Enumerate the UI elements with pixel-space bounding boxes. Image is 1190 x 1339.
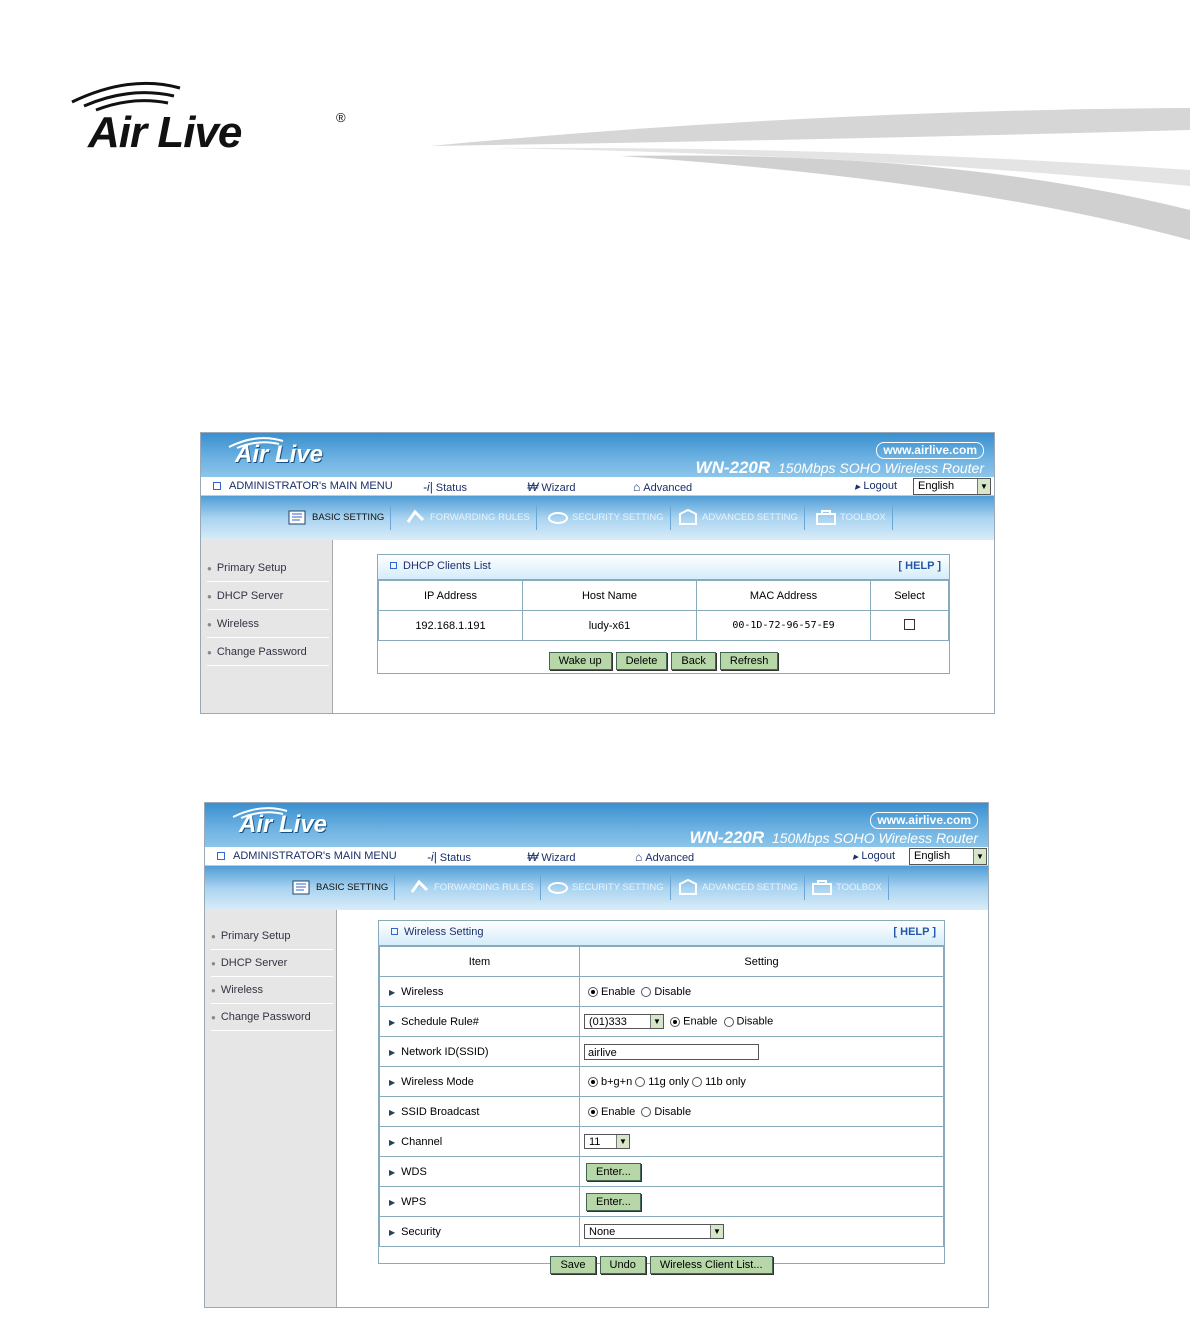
square-bullet-icon — [390, 562, 397, 569]
row-ssid — [380, 1037, 944, 1067]
tab-toolbox[interactable]: TOOLBOX — [811, 876, 889, 900]
sidebar-item-wireless[interactable]: ● Wireless — [207, 611, 329, 638]
sidebar — [205, 910, 337, 1307]
security-icon — [547, 508, 569, 526]
advanced-link[interactable]: ⌂ Advanced — [635, 850, 695, 864]
logo-text: Air Live — [88, 108, 242, 157]
wireless-settings-table — [379, 946, 944, 1247]
security-icon — [547, 878, 569, 896]
advanced-setting-icon — [677, 508, 699, 526]
row-schedule — [380, 1007, 944, 1037]
router-banner — [201, 433, 994, 477]
forwarding-icon — [409, 878, 431, 896]
schedule-disable-radio[interactable] — [724, 1017, 734, 1027]
back-button[interactable]: Back — [671, 652, 715, 670]
model-title — [696, 458, 984, 478]
row-label: ▶ Schedule Rule# — [380, 1007, 580, 1037]
model-name: WN-220R — [689, 828, 765, 847]
main-menu-bar — [201, 477, 994, 496]
sidebar-item-primary-setup[interactable]: ● Primary Setup — [211, 923, 333, 950]
arrow-right-icon: ▶ — [855, 484, 861, 491]
wps-enter-button[interactable]: Enter... — [586, 1193, 641, 1211]
row-setting: Enable Disable — [580, 977, 944, 1007]
admin-main-menu-link[interactable]: ADMINISTRATOR's MAIN MENU — [213, 480, 393, 492]
tab-basic-setting[interactable]: BASIC SETTING — [291, 876, 395, 900]
chevron-down-icon: ▼ — [616, 1135, 629, 1148]
arrow-right-icon: ▶ — [389, 1077, 396, 1087]
row-setting — [580, 1157, 944, 1187]
row-wds — [380, 1157, 944, 1187]
wizard-icon: ₩ — [527, 850, 539, 864]
decorative-swoosh — [430, 100, 1190, 250]
wizard-link[interactable]: ₩ Wizard — [527, 850, 576, 864]
dhcp-button-row — [378, 641, 949, 670]
tab-toolbox[interactable]: TOOLBOX — [815, 506, 893, 530]
forwarding-icon — [405, 508, 427, 526]
sidebar-item-change-password[interactable]: ● Change Password — [207, 639, 329, 666]
row-setting — [580, 1037, 944, 1067]
column-header-mac: MAC Address — [697, 581, 871, 611]
airlive-logo — [70, 78, 370, 158]
square-bullet-icon — [213, 482, 221, 490]
select-checkbox[interactable] — [904, 619, 915, 630]
wireless-panel-header — [379, 921, 944, 946]
wireless-arcs-icon — [227, 435, 297, 449]
chevron-down-icon: ▼ — [977, 479, 990, 494]
row-setting — [580, 1127, 944, 1157]
toolbox-icon — [815, 508, 837, 526]
sidebar-item-primary-setup[interactable]: ● Primary Setup — [207, 555, 329, 582]
bullet-icon: ● — [207, 620, 212, 629]
router-logo — [239, 811, 327, 839]
row-setting: (01)333 ▼ Enable Disable — [580, 1007, 944, 1037]
row-security — [380, 1217, 944, 1247]
arrow-right-icon: ▶ — [389, 1227, 396, 1237]
router-logo-text: Air Live — [239, 811, 328, 838]
row-setting: Enable Disable — [580, 1097, 944, 1127]
mode-bgn-radio[interactable] — [588, 1077, 598, 1087]
tab-security-setting[interactable]: SECURITY SETTING — [547, 506, 671, 530]
row-channel — [380, 1127, 944, 1157]
arrow-right-icon: ▶ — [389, 1017, 396, 1027]
row-wireless — [380, 977, 944, 1007]
model-description: 150Mbps SOHO Wireless Router — [771, 830, 978, 846]
bullet-icon: ● — [207, 564, 212, 573]
advanced-link[interactable]: ⌂ Advanced — [633, 480, 693, 494]
dhcp-clients-panel — [377, 554, 950, 674]
tab-security-setting[interactable]: SECURITY SETTING — [547, 876, 671, 900]
router-banner — [205, 803, 988, 847]
row-label: ▶ Network ID(SSID) — [380, 1037, 580, 1067]
broadcast-disable-radio[interactable] — [641, 1107, 651, 1117]
arrow-right-icon: ▶ — [389, 1167, 396, 1177]
column-header-ip: IP Address — [379, 581, 523, 611]
main-menu-bar — [205, 847, 988, 866]
book-icon — [291, 878, 313, 896]
tab-bar — [205, 866, 988, 910]
table-header-row — [380, 947, 944, 977]
book-icon — [287, 508, 309, 526]
wizard-link[interactable]: ₩ Wizard — [527, 480, 576, 494]
dhcp-panel-title: DHCP Clients List — [390, 560, 491, 572]
status-icon: -i| — [427, 850, 437, 864]
language-select[interactable]: English ▼ — [909, 848, 987, 865]
model-title — [690, 828, 978, 848]
chevron-down-icon: ▼ — [973, 849, 986, 864]
arrow-right-icon: ▶ — [389, 1197, 396, 1207]
refresh-button[interactable]: Refresh — [720, 652, 779, 670]
row-label: ▶ Wireless — [380, 977, 580, 1007]
router-logo-text: Air Live — [235, 441, 324, 468]
bullet-icon: ● — [211, 986, 216, 995]
logout-link[interactable]: ▶ Logout — [853, 850, 896, 862]
mode-11g-radio[interactable] — [635, 1077, 645, 1087]
model-description: 150Mbps SOHO Wireless Router — [777, 460, 984, 476]
status-link[interactable]: -i| Status — [423, 480, 467, 494]
sidebar-item-change-password[interactable]: ● Change Password — [211, 1004, 333, 1031]
sidebar-item-wireless[interactable]: ● Wireless — [211, 977, 333, 1004]
chevron-down-icon: ▼ — [650, 1015, 663, 1028]
wireless-client-list-button[interactable]: Wireless Client List... — [650, 1256, 773, 1274]
delete-button[interactable]: Delete — [616, 652, 668, 670]
sidebar-item-dhcp-server[interactable]: ● DHCP Server — [207, 583, 329, 610]
wireless-arcs-icon — [231, 805, 301, 819]
cell-select — [871, 611, 949, 641]
airlive-url-link[interactable]: www.airlive.com — [876, 442, 984, 459]
table-row — [379, 611, 949, 641]
undo-button[interactable]: Undo — [600, 1256, 646, 1274]
column-header-host: Host Name — [523, 581, 697, 611]
wireless-button-row — [379, 1247, 944, 1274]
row-wireless-mode — [380, 1067, 944, 1097]
logout-link[interactable]: ▶ Logout — [855, 480, 898, 492]
bullet-icon: ● — [207, 592, 212, 601]
square-bullet-icon — [217, 852, 225, 860]
tab-forwarding-rules[interactable]: FORWARDING RULES — [405, 506, 537, 530]
tab-basic-setting[interactable]: BASIC SETTING — [287, 506, 391, 530]
cell-mac: 00-1D-72-96-57-E9 — [697, 611, 871, 641]
row-setting — [580, 1187, 944, 1217]
router-logo — [235, 441, 323, 469]
arrow-right-icon: ▶ — [389, 1047, 396, 1057]
sidebar-item-dhcp-server[interactable]: ● DHCP Server — [211, 950, 333, 977]
column-header-item: Item — [380, 947, 580, 977]
schedule-rule-select[interactable]: (01)333 ▼ — [584, 1014, 664, 1029]
help-link[interactable]: [ HELP ] — [893, 926, 936, 938]
row-ssid-broadcast — [380, 1097, 944, 1127]
security-select[interactable]: None ▼ — [584, 1224, 724, 1239]
wds-enter-button[interactable]: Enter... — [586, 1163, 641, 1181]
row-label: ▶ Channel — [380, 1127, 580, 1157]
tab-forwarding-rules[interactable]: FORWARDING RULES — [409, 876, 541, 900]
schedule-enable-radio[interactable] — [670, 1017, 680, 1027]
arrow-right-icon: ▶ — [853, 854, 859, 861]
chevron-down-icon: ▼ — [710, 1225, 723, 1238]
wireless-panel-title: Wireless Setting — [391, 926, 483, 938]
tab-advanced-setting[interactable]: ADVANCED SETTING — [677, 876, 805, 900]
wireless-setting-panel — [378, 920, 945, 1271]
bullet-icon: ● — [211, 1013, 216, 1022]
wireless-enable-radio[interactable] — [588, 987, 598, 997]
row-setting: b+g+n 11g only 11b only — [580, 1067, 944, 1097]
advanced-icon: ⌂ — [633, 480, 641, 494]
help-link[interactable]: [ HELP ] — [898, 560, 941, 572]
row-label: ▶ Security — [380, 1217, 580, 1247]
ssid-input[interactable]: airlive — [584, 1044, 759, 1060]
registered-mark: ® — [336, 110, 346, 125]
tab-bar — [201, 496, 994, 540]
wake-up-button[interactable]: Wake up — [549, 652, 612, 670]
model-name: WN-220R — [695, 458, 771, 477]
square-bullet-icon — [391, 928, 398, 935]
column-header-setting: Setting — [580, 947, 944, 977]
dhcp-panel-header — [378, 555, 949, 580]
language-select[interactable]: English ▼ — [913, 478, 991, 495]
advanced-icon: ⌂ — [635, 850, 643, 864]
bullet-icon: ● — [211, 959, 216, 968]
arrow-right-icon: ▶ — [389, 1107, 396, 1117]
save-button[interactable]: Save — [550, 1256, 595, 1274]
bullet-icon: ● — [211, 932, 216, 941]
row-label: ▶ Wireless Mode — [380, 1067, 580, 1097]
cell-ip: 192.168.1.191 — [379, 611, 523, 641]
wizard-icon: ₩ — [527, 480, 539, 494]
admin-main-menu-link[interactable]: ADMINISTRATOR's MAIN MENU — [217, 850, 397, 862]
status-link[interactable]: -i| Status — [427, 850, 471, 864]
broadcast-enable-radio[interactable] — [588, 1107, 598, 1117]
row-label: ▶ SSID Broadcast — [380, 1097, 580, 1127]
cell-host: ludy-x61 — [523, 611, 697, 641]
channel-select[interactable]: 11 ▼ — [584, 1134, 630, 1149]
arrow-right-icon: ▶ — [389, 987, 396, 997]
tab-advanced-setting[interactable]: ADVANCED SETTING — [677, 506, 805, 530]
dhcp-clients-table — [378, 580, 949, 641]
bullet-icon: ● — [207, 648, 212, 657]
status-icon: -i| — [423, 480, 433, 494]
table-header-row — [379, 581, 949, 611]
mode-11b-radio[interactable] — [692, 1077, 702, 1087]
wireless-disable-radio[interactable] — [641, 987, 651, 997]
router-screenshot-dhcp — [200, 432, 995, 714]
row-label: ▶ WDS — [380, 1157, 580, 1187]
row-setting — [580, 1217, 944, 1247]
column-header-select: Select — [871, 581, 949, 611]
router-screenshot-wireless — [204, 802, 989, 1308]
row-label: ▶ WPS — [380, 1187, 580, 1217]
advanced-setting-icon — [677, 878, 699, 896]
arrow-right-icon: ▶ — [389, 1137, 396, 1147]
airlive-url-link[interactable]: www.airlive.com — [870, 812, 978, 829]
toolbox-icon — [811, 878, 833, 896]
sidebar — [201, 540, 333, 713]
row-wps — [380, 1187, 944, 1217]
